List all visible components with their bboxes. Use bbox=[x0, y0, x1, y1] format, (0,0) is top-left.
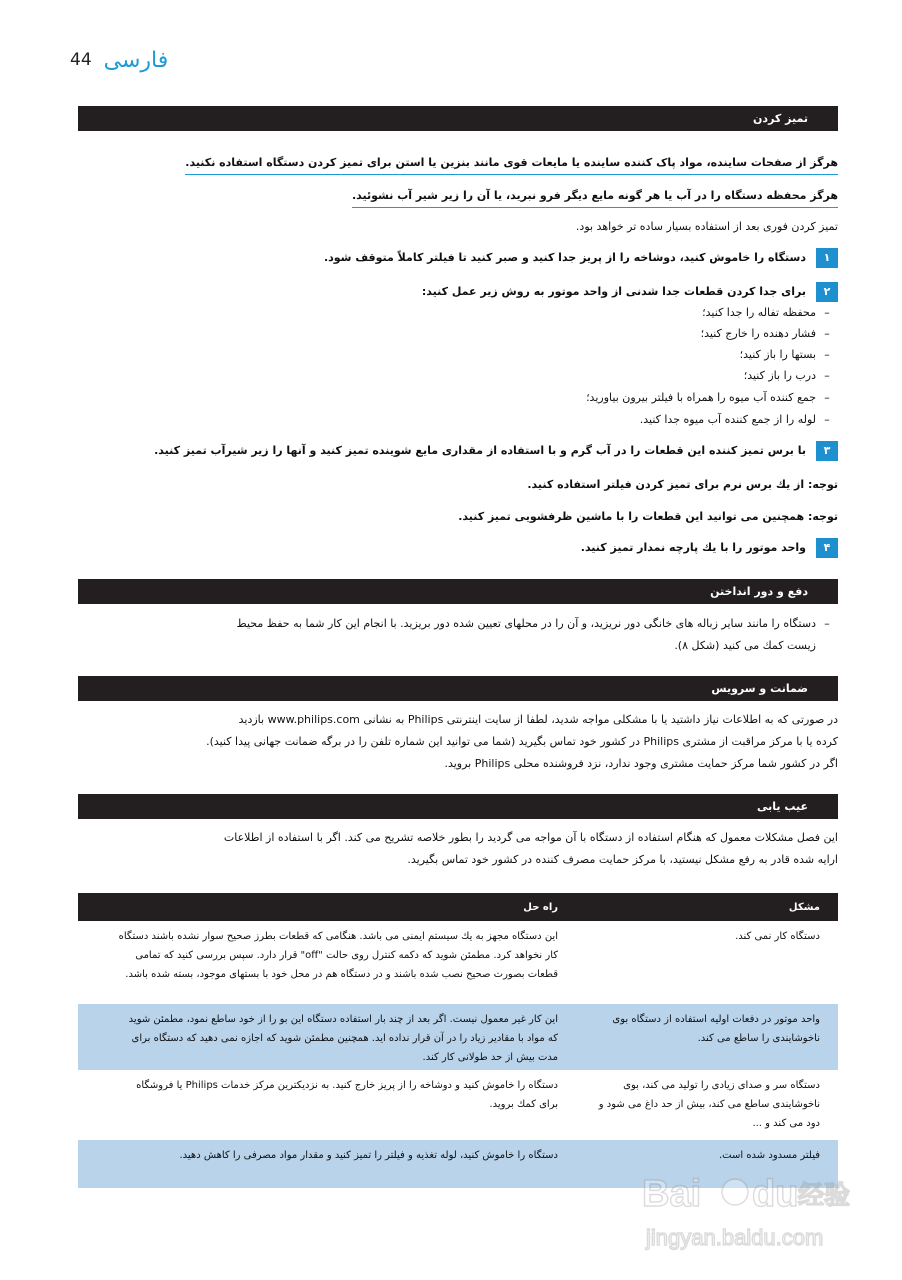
step-text: دستگاه را خاموش کنید، دوشاخه را از پریز جدا کنید و صبر کنید تا فیلتر کاملاً متوقف شود. bbox=[323, 251, 806, 264]
page-header bbox=[70, 40, 168, 80]
watermark-brand-2: du bbox=[752, 1173, 799, 1215]
step-4 bbox=[78, 538, 838, 558]
solution-cell: این کار غیر معمول نیست. اگر بعد از چند بار استفاده دستگاه این بو را از خود ساطع نمود، مطمئن شوید که مواد با مقادیر زیاد را در آن قرار نداده اید. همچنین مطمئن شوید که اجازه نمی دهید که دستگاه برای مدت بیش از حد طولانی کار کند. bbox=[128, 1014, 558, 1063]
language-label: فارسی bbox=[103, 47, 169, 73]
note-1: توجه: از یك برس نرم برای تمیز كردن فیلتر استفاده كنید. bbox=[527, 478, 838, 491]
section-bar-disposal bbox=[78, 579, 838, 604]
section-bar-troubleshooting bbox=[78, 794, 838, 819]
section-bar-cleaning bbox=[78, 106, 838, 131]
paw-icon bbox=[722, 1179, 748, 1205]
watermark-brand: Bai bbox=[642, 1173, 702, 1215]
page-number: 44 bbox=[70, 50, 92, 70]
list-item: –فشار دهنده را خارج کنید؛ bbox=[700, 327, 830, 340]
note-2: توجه: همچنین می توانید این قطعات را با ماشین ظرفشویی تمیز کنید. bbox=[458, 510, 838, 523]
warning-2: هرگز محفظه دستگاه را در آب یا هر گونه مایع دیگر فرو نبرید، یا آن را زیر شیر آب نشوئید. bbox=[150, 186, 838, 208]
warning-1: هرگز از صفحات ساینده، مواد پاک کننده ساینده یا مایعات قوی مانند بنزین یا استن برای تمیز کردن دستگاه استفاده نکنید. bbox=[150, 153, 838, 175]
section-title: دفع و دور انداختن bbox=[710, 585, 808, 598]
watermark-cn: 经验 bbox=[798, 1180, 850, 1210]
troubleshooting-table bbox=[78, 893, 838, 1188]
step-text: با برس تمیز کننده این قطعات را در آب گرم و با استفاده از مقداری مایع شوینده تمیز کنید و آنها را زیر شیرآب تمیز کنید. bbox=[154, 444, 806, 457]
warranty-line-3: اگر در کشور شما مرکز حمایت مشتری وجود ندارد، نزد فروشنده محلی Philips بروید. bbox=[444, 757, 838, 770]
col-problem: مشکل bbox=[788, 901, 820, 913]
step-number: ۴ bbox=[816, 538, 838, 558]
table-header bbox=[78, 893, 838, 921]
disposal-text-2: زیست کمك می کنید (شکل ۸). bbox=[674, 639, 816, 652]
section-title: ضمانت و سرویس bbox=[711, 682, 808, 695]
step-number: ۳ bbox=[816, 441, 838, 461]
solution-cell: دستگاه را خاموش کنید، لوله تغذیه و فیلتر را تمیز کنید و مقدار مواد مصرفی را کاهش دهید. bbox=[179, 1150, 558, 1161]
problem-cell: دستگاه کار نمی کند. bbox=[735, 931, 820, 942]
col-solution: راه حل bbox=[523, 901, 558, 913]
solution-cell: دستگاه را خاموش کنید و دوشاخه را از پریز خارج کنید. به نزدیکترین مرکز خدمات Philips یا فروشگاه برای کمك برويد. bbox=[136, 1080, 558, 1110]
step-2 bbox=[78, 282, 838, 302]
list-item: –درب را باز کنید؛ bbox=[743, 369, 830, 382]
problem-cell: دستگاه سر و صدای زیادی را تولید می کند، بوی ناخوشایندی ساطع می کند، بیش از حد داغ می شود و دود می کند و ... bbox=[598, 1080, 820, 1129]
section-title: عیب یابی bbox=[757, 800, 808, 813]
step-1 bbox=[78, 248, 838, 268]
warranty-line-2: کرده یا با مرکز مراقبت از مشتری Philips در کشور خود تماس بگیرید (شما می توانید این شماره تلفن را در برگه ضمانت جهانی پیدا کنید). bbox=[206, 735, 838, 748]
step-text: واحد موتور را با یك پارچه نمدار تمیز كنید. bbox=[580, 541, 806, 554]
step-3 bbox=[78, 441, 838, 461]
step-number: ۱ bbox=[816, 248, 838, 268]
section-title: تمیز کردن bbox=[753, 112, 808, 125]
disposal-text: –دستگاه را مانند سایر زباله های خانگی دور نریزید، و آن را در محلهای تعیین شده دور بریزید. با انجام این کار شما به حفظ محیط bbox=[236, 617, 830, 630]
problem-cell: واحد موتور در دفعات اولیه استفاده از دستگاه بوی ناخوشایندی را ساطع می کند. bbox=[612, 1014, 820, 1044]
solution-cell: این دستگاه مجهز به یك سیستم ایمنی می باشد. هنگامی که قطعات بطرز صحیح سوار نشده باشند دستگاه کار نخواهد کرد. مطمئن شوید که دکمه کنترل روی حالت "off" قرار دارد. سپس بررسی کنید که تمامی قطعات بصورت صحیح نصب شده باشند و در دستگاه هم در محل خود با بستهای موجود، بسته شده باشد. bbox=[118, 931, 558, 980]
warranty-line-1: در صورتی که به اطلاعات نیاز داشتید یا با مشکلی مواجه شدید، لطفا از سایت اینترنتی Philips به نشانی www.philips.com بازدید bbox=[238, 713, 838, 726]
table-row bbox=[78, 1070, 838, 1140]
intro-text: تمیز کردن فوری بعد از استفاده بسیار ساده تر خواهد بود. bbox=[575, 220, 838, 233]
table-row bbox=[78, 1004, 838, 1070]
watermark-url: jingyan.baidu.com bbox=[646, 1225, 824, 1250]
table-row bbox=[78, 921, 838, 1004]
baidu-watermark bbox=[640, 1160, 850, 1260]
section-bar-warranty bbox=[78, 676, 838, 701]
problem-cell: فیلتر مسدود شده است. bbox=[718, 1150, 820, 1161]
step-number: ۲ bbox=[816, 282, 838, 302]
list-item: –جمع کننده آب میوه را همراه با فیلتر بیرون بیاورید؛ bbox=[586, 391, 830, 404]
troubleshooting-line-1: این فصل مشکلات معمول که هنگام استفاده از دستگاه با آن مواجه می گردید را بطور خلاصه تشریح می کند. اگر با استفاده از اطلاعات bbox=[223, 831, 838, 844]
list-item: –لوله را از جمع کننده آب میوه جدا کنید. bbox=[639, 413, 830, 426]
step-text: برای جدا کردن قطعات جدا شدنی از واحد موتور به روش زیر عمل کنید: bbox=[421, 285, 806, 298]
troubleshooting-line-2: ارایه شده قادر به رفع مشکل نیستید، با مرکز حمایت مصرف کننده در کشور خود تماس بگیرید. bbox=[407, 853, 838, 866]
list-item: –بستها را باز کنید؛ bbox=[739, 348, 830, 361]
list-item: –محفظه تفاله را جدا کنید؛ bbox=[702, 306, 830, 319]
